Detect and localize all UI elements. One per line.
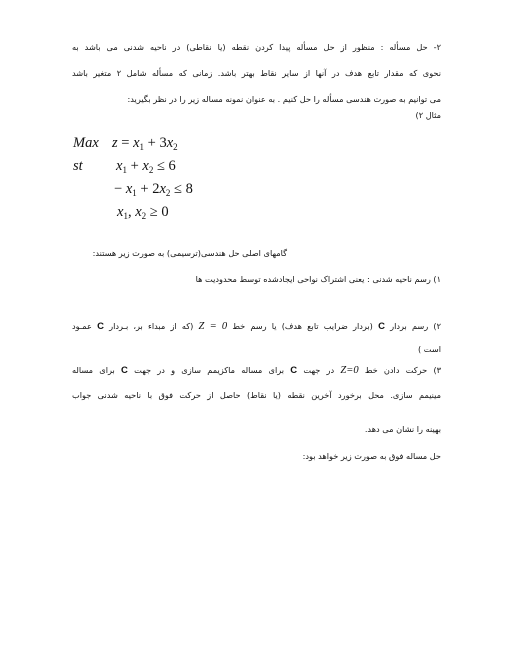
constraint-2: − $x_1 + 2x_2 \le 8$	[114, 181, 193, 198]
st-label: st	[73, 158, 83, 174]
max-label: Max	[73, 135, 99, 151]
step-3-line-2: مینیمم سازی. محل برخورد آخرین نقطه (یا نقاط) حاصل از حرکت فوق با ناحیه شدنی جواب	[72, 390, 441, 400]
example-label: مثال ۲)	[415, 110, 441, 120]
intro-line-3: می توانیم به صورت هندسی مسأله را حل کنیم . به عنوان نمونه مساله زیر را در نظر بگیرید:	[127, 94, 441, 104]
steps-heading: گامهای اصلی حل هندسی(ترسیمی) به صورت زیر هستند:	[92, 248, 287, 258]
solution-intro: حل مساله فوق به صورت زیر خواهد بود:	[302, 451, 441, 461]
step-1: ۱) رسم ناحیه شدنی : یعنی اشتراک نواحی ایجادشده توسط محدودیت ها	[195, 274, 441, 284]
step-3-line-3: بهینه را نشان می دهد.	[364, 424, 441, 434]
intro-line-1: ۲- حل مسأله : منظور از حل مسأله پیدا کردن نقطه (یا نقاطی) در ناحیه شدنی می باشد به	[72, 42, 441, 52]
step-3-line-1: ۳) حرکت دادن خط Z=0 در جهت C برای مساله ماکزیمم سازی و در جهت C برای مساله	[72, 365, 442, 376]
constraint-nonnegativity: $x_1$, $x_2 \ge 0$	[117, 204, 169, 221]
constraint-1: $x_1 + x_2 \le 6$	[116, 158, 176, 175]
step-2-line-2: است )	[418, 344, 441, 354]
objective-function: $z = x_1 + 3x_2$	[112, 135, 178, 152]
intro-line-2: نحوی که مقدار تابع هدف در آنها از سایر نقاط بهتر باشد. زمانی که مسأله شامل ۲ متغیر باشد	[72, 68, 442, 78]
step-2-line-1: ۲) رسم بردار C (بردار ضرایب تابع هدف) یا رسم خط Z = 0 (که از مبداء بر، بـردار C عمـود	[72, 321, 442, 332]
